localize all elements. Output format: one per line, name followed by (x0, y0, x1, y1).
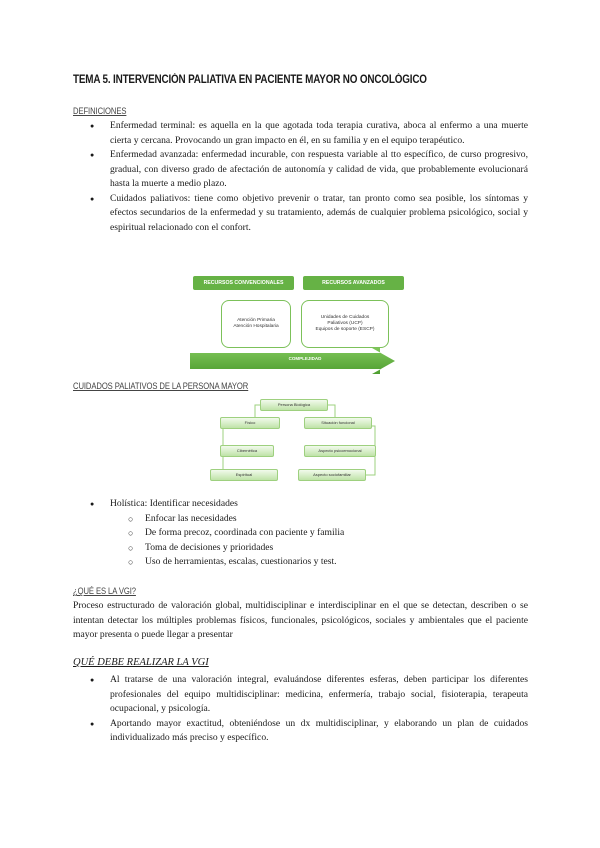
list-item: ● Enfermedad avanzada: enfermedad incurable, con respuesta variable al tto específico, de curso progresivo, gradual, con diverso grado de afectación de autonomía y calidad de vida, que probablemente evolucionará hasta la muerte a medio plazo. (73, 148, 528, 192)
node-aspecto-sociofamiliar: Aspecto sociofamiliar (298, 469, 366, 481)
sub-list-item: ○ Uso de herramientas, escalas, cuestionarios y test. (73, 555, 528, 570)
list-item: ● Al tratarse de una valoración integral, evaluándose diferentes esferas, deben participar los diferentes profesionales del equipo multidisciplinar: medicina, enfermería, trabajo social, fisioterapia, terapeuta ocupacional, y psicología. (73, 673, 528, 717)
sub-list-item: ○ De forma precoz, coordinada con paciente y familia (73, 526, 528, 541)
node-espiritual: Espiritual (210, 469, 278, 481)
recursos-convencionales-header: RECURSOS CONVENCIONALES (193, 276, 294, 290)
node-persona-biologica: Persona Biológica (260, 399, 328, 411)
node-cibernetica: Cibernética (220, 445, 274, 457)
page-title: TEMA 5. INTERVENCIÓN PALIATIVA EN PACIENTE MAYOR NO ONCOLÓGICO (73, 74, 427, 86)
recursos-convencionales-box (221, 300, 291, 348)
definiciones-heading: DEFINICIONES (73, 106, 127, 116)
list-item: ● Holística: Identificar necesidades (73, 497, 528, 512)
recursos-diagram (190, 274, 408, 374)
list-item: ● Cuidados paliativos: tiene como objetivo prevenir o tratar, tan pronto como sea posible, los síntomas y efectos secundarios de la enfermedad y su tratamiento, además de cualquier problema psicológico, social y espiritual relacionado con el confort. (73, 192, 528, 236)
list-item: ● Aportando mayor exactitud, obteniéndose un dx multidisciplinar, y elaborando un plan de cuidados individualizado más preciso y específico. (73, 717, 528, 746)
vgi-heading: ¿QUÉ ES LA VGI? (73, 586, 136, 596)
cuidados-section (73, 497, 528, 570)
sub-list-item: ○ Enfocar las necesidades (73, 512, 528, 527)
av-line: Equipos de soporte (ESCP) (315, 327, 375, 332)
node-aspecto-psicoemocional: Aspecto psicoemocional (304, 445, 376, 457)
recursos-avanzados-box (301, 300, 389, 348)
realizar-heading: QUÉ DEBE REALIZAR LA VGI (73, 657, 209, 668)
list-item: ● Enfermedad terminal: es aquella en la que agotada toda terapia curativa, aboca al enfermo a una muerte cierta y cercana. Provocando un gran impacto en él, en su familia y en el equipo terapéutico. (73, 119, 528, 148)
realizar-section (73, 673, 528, 746)
persona-diagram (215, 395, 385, 487)
av-line: Paliativos (UCP) (327, 321, 363, 326)
node-situacion-funcional: Situación funcional (304, 417, 372, 429)
conv-line: Atención Hospitalaria (233, 324, 279, 329)
vgi-text: Proceso estructurado de valoración global, multidisciplinar e interdisciplinar en el que se detectan, describen o se intentan detectar los múltiples problemas físicos, funcionales, psicológicos, sociales y ambientales que el paciente mayor presenta o puede llegar a presentar (73, 600, 528, 640)
complejidad-label: COMPLEJIDAD (288, 356, 322, 361)
node-fisico: Físico (220, 417, 280, 429)
sub-list-item: ○ Toma de decisiones y prioridades (73, 541, 528, 556)
definiciones-section (73, 119, 528, 235)
recursos-avanzados-header: RECURSOS AVANZADOS (303, 276, 404, 290)
av-line: Unidades de Cuidados (320, 315, 370, 320)
conv-line: Atención Primaria (237, 318, 275, 323)
complejidad-arrow (190, 348, 408, 374)
cuidados-heading: CUIDADOS PALIATIVOS DE LA PERSONA MAYOR (73, 381, 249, 391)
